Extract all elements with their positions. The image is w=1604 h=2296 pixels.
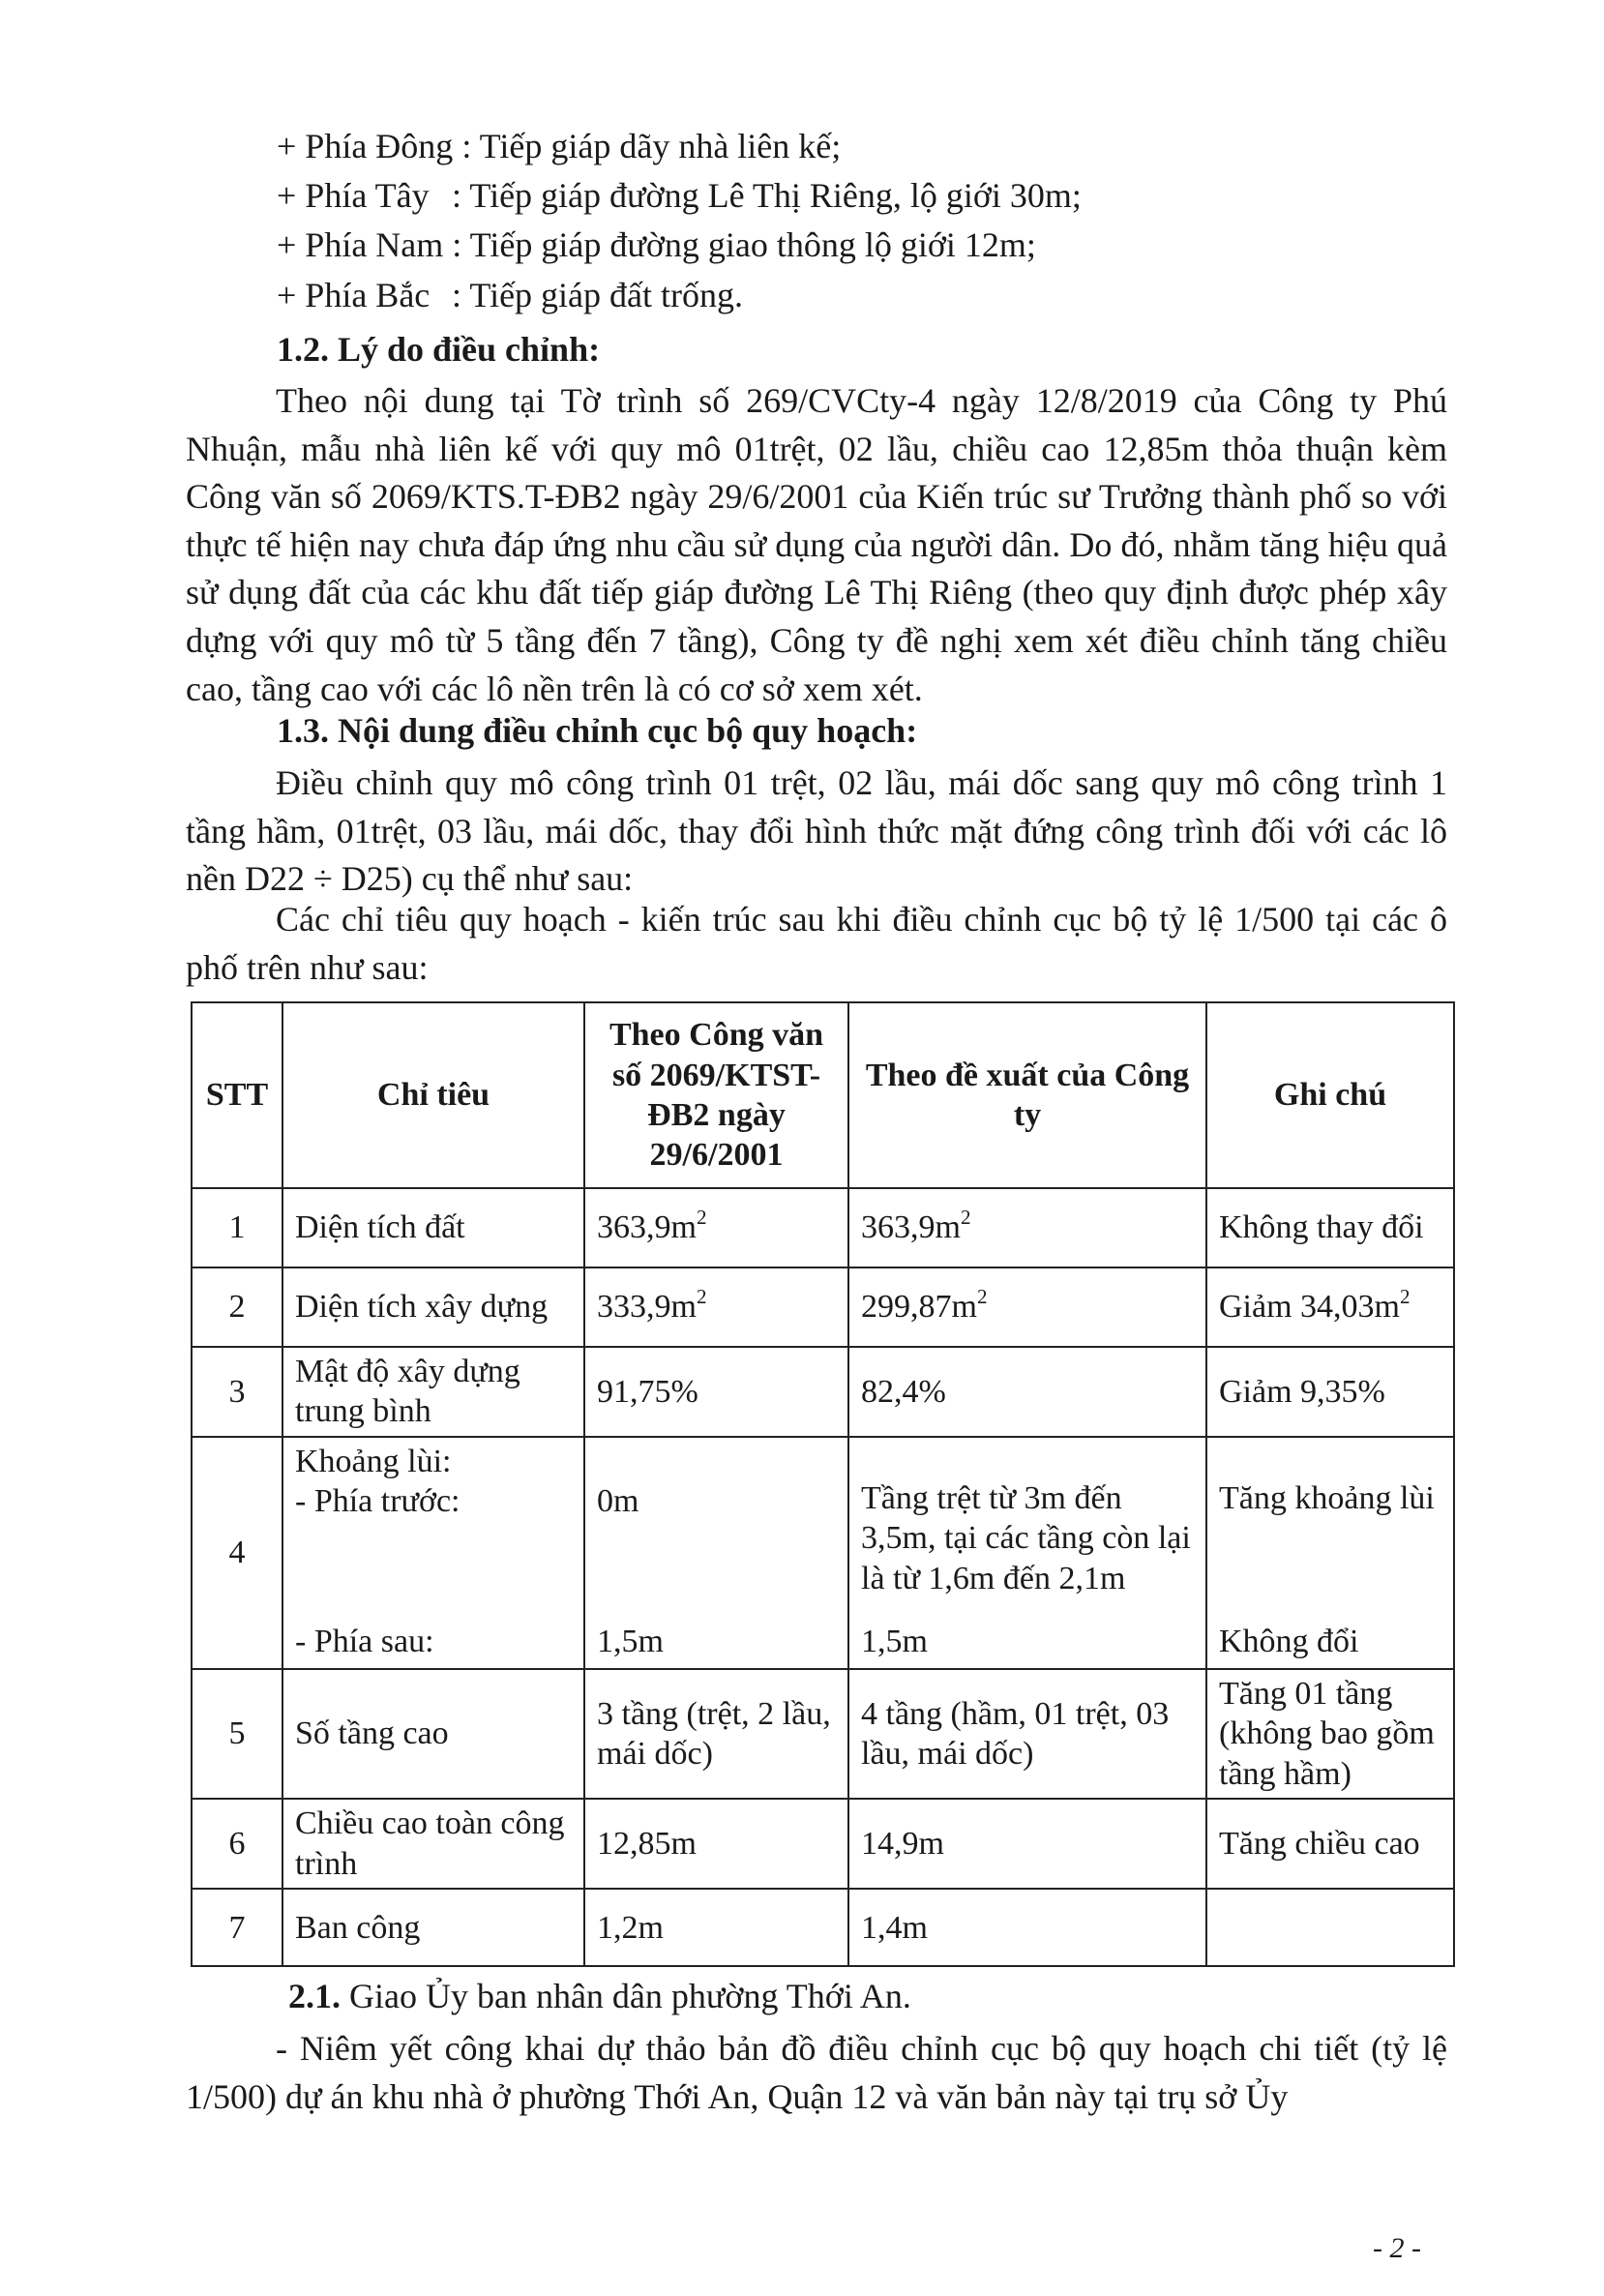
superscript: 2 <box>976 1284 988 1308</box>
boundary-label: + Phía Tây <box>277 176 430 215</box>
note-front: Tăng khoảng lùi <box>1219 1479 1435 1516</box>
superscript: 2 <box>960 1205 971 1229</box>
boundary-text: : Tiếp giáp đường Lê Thị Riêng, lộ giới 30m; <box>452 176 1082 215</box>
cell-note: Không thay đổi <box>1206 1188 1454 1267</box>
cell-criterion: Mật độ xây dựng trung bình <box>282 1347 584 1437</box>
cell-stt: 4 <box>192 1437 282 1669</box>
table-row <box>192 1799 1454 1889</box>
section-1-2-heading: 1.2. Lý do điều chỉnh: <box>277 330 601 369</box>
cell-stt: 1 <box>192 1188 282 1267</box>
cell-note <box>1206 1437 1454 1669</box>
section-1-3-paragraph-2: Các chỉ tiêu quy hoạch - kiến trúc sau khi điều chỉnh cục bộ tỷ lệ 1/500 tại các ô phố trên như sau: <box>186 900 1447 987</box>
cell-stt: 2 <box>192 1267 282 1347</box>
table-row <box>192 1188 1454 1267</box>
setback-back-label: - Phía sau: <box>295 1624 434 1660</box>
cell-company-value <box>848 1188 1206 1267</box>
value-text: 333,9m <box>597 1289 697 1326</box>
cell-criterion <box>282 1437 584 1669</box>
cell-note: Tăng chiều cao <box>1206 1799 1454 1889</box>
table-row <box>192 1669 1454 1799</box>
cell-note <box>1206 1889 1454 1966</box>
cell-letter-value <box>584 1267 848 1347</box>
value-text: 363,9m <box>861 1209 961 1246</box>
value-text: 299,87m <box>861 1289 977 1326</box>
cell-company-value: 1,4m <box>848 1889 1206 1966</box>
setback-front-label: - Phía trước: <box>295 1483 460 1520</box>
cell-company-value <box>848 1267 1206 1347</box>
letter-front: 0m <box>597 1482 639 1519</box>
cell-letter-value <box>584 1188 848 1267</box>
cell-note <box>1206 1267 1454 1347</box>
cell-company-value <box>848 1437 1206 1669</box>
cell-stt: 5 <box>192 1669 282 1799</box>
cell-letter-value <box>584 1437 848 1669</box>
cell-criterion: Diện tích đất <box>282 1188 584 1267</box>
section-2-1-paragraph: - Niêm yết công khai dự thảo bản đồ điều chỉnh cục bộ quy hoạch chi tiết (tỷ lệ 1/500) dự án khu nhà ở phường Thới An, Quận 12 và văn bản này tại trụ sở Ủy <box>186 2029 1447 2116</box>
boundary-text: : Tiếp giáp đường giao thông lộ giới 12m; <box>452 225 1036 264</box>
indicator-table <box>191 1001 1455 1967</box>
header-note: Ghi chú <box>1206 1002 1454 1188</box>
boundary-west <box>277 175 1082 217</box>
company-front: Tầng trệt từ 3m đến 3,5m, tại các tầng còn lại là từ 1,6m đến 2,1m <box>861 1479 1191 1596</box>
boundary-label: + Phía Nam <box>277 225 444 264</box>
company-back: 1,5m <box>861 1624 928 1660</box>
superscript: 2 <box>1399 1284 1411 1308</box>
table-row <box>192 1267 1454 1347</box>
note-back: Không đổi <box>1219 1624 1359 1660</box>
header-criterion: Chỉ tiêu <box>282 1002 584 1188</box>
cell-criterion: Diện tích xây dựng <box>282 1267 584 1347</box>
boundary-text: : Tiếp giáp dãy nhà liên kế; <box>461 127 842 165</box>
header-stt: STT <box>192 1002 282 1188</box>
cell-stt: 7 <box>192 1889 282 1966</box>
boundary-north <box>277 275 743 316</box>
header-by-company: Theo đề xuất của Công ty <box>848 1002 1206 1188</box>
boundary-label: + Phía Bắc <box>277 276 431 314</box>
table-row <box>192 1889 1454 1966</box>
setback-title: Khoảng lùi: <box>295 1443 452 1479</box>
cell-note: Giảm 9,35% <box>1206 1347 1454 1437</box>
page-number: - 2 - <box>1373 2232 1421 2264</box>
cell-letter-value: 3 tầng (trệt, 2 lầu, mái dốc) <box>584 1669 848 1799</box>
note-text: Giảm 34,03m <box>1219 1289 1400 1326</box>
cell-stt: 6 <box>192 1799 282 1889</box>
cell-letter-value: 91,75% <box>584 1347 848 1437</box>
cell-criterion: Chiều cao toàn công trình <box>282 1799 584 1889</box>
cell-criterion: Số tầng cao <box>282 1669 584 1799</box>
section-2-1-title: Giao Ủy ban nhân dân phường Thới An. <box>349 1977 911 2015</box>
cell-letter-value: 12,85m <box>584 1799 848 1889</box>
boundary-south <box>277 224 1036 266</box>
cell-letter-value: 1,2m <box>584 1889 848 1966</box>
letter-back: 1,5m <box>597 1624 664 1660</box>
cell-stt: 3 <box>192 1347 282 1437</box>
superscript: 2 <box>696 1205 707 1229</box>
section-1-2-paragraph: Theo nội dung tại Tờ trình số 269/CVCty-4 ngày 12/8/2019 của Công ty Phú Nhuận, mẫu nhà liên kế với quy mô 01trệt, 02 lầu, chiều cao 12,85m thỏa thuận kèm Công văn số 2069/KTS.T-ĐB2 ngày 29/6/2001 của Kiến trúc sư Trưởng thành phố so với thực tế hiện nay chưa đáp ứng nhu cầu sử dụng của người dân. Do đó, nhằm tăng hiệu quả sử dụng đất của các khu đất tiếp giáp đường Lê Thị Riêng (theo quy định được phép xây dựng với quy mô từ 5 tầng đến 7 tầng), Công ty đề nghị xem xét điều chỉnh tăng chiều cao, tầng cao với các lô nền trên là có cơ sở xem xét. <box>186 381 1447 708</box>
cell-company-value: 14,9m <box>848 1799 1206 1889</box>
boundary-east <box>277 126 841 167</box>
header-by-letter: Theo Công văn số 2069/KTST-ĐB2 ngày 29/6/2001 <box>584 1002 848 1188</box>
section-2-1-number: 2.1. <box>288 1977 341 2015</box>
cell-criterion: Ban công <box>282 1889 584 1966</box>
cell-company-value: 4 tầng (hầm, 01 trệt, 03 lầu, mái dốc) <box>848 1669 1206 1799</box>
superscript: 2 <box>696 1284 707 1308</box>
table-row-setback <box>192 1437 1454 1669</box>
section-2-1-heading <box>288 1976 911 2017</box>
section-1-3-heading: 1.3. Nội dung điều chỉnh cục bộ quy hoạch: <box>277 711 918 750</box>
table-header-row <box>192 1002 1454 1188</box>
section-1-3-paragraph-1: Điều chỉnh quy mô công trình 01 trệt, 02 lầu, mái dốc sang quy mô công trình 1 tầng hầm, 01trệt, 03 lầu, mái dốc, thay đổi hình thức mặt đứng công trình đối với các lô nền D22 ÷ D25) cụ thể như sau: <box>186 763 1447 899</box>
table-row <box>192 1347 1454 1437</box>
boundary-text: : Tiếp giáp đất trống. <box>452 276 744 314</box>
value-text: 363,9m <box>597 1209 697 1246</box>
cell-note: Tăng 01 tầng (không bao gồm tầng hầm) <box>1206 1669 1454 1799</box>
cell-company-value: 82,4% <box>848 1347 1206 1437</box>
boundary-label: + Phía Đông <box>277 127 454 165</box>
